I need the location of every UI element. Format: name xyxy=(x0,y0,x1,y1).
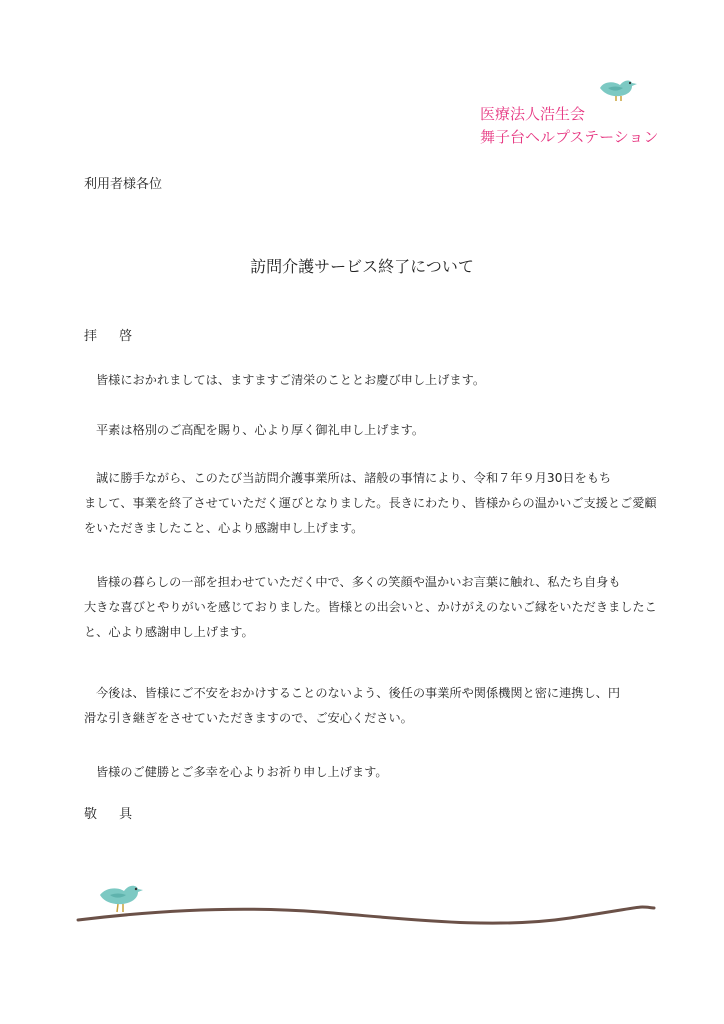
organization-name xyxy=(480,103,659,149)
paragraph-3 xyxy=(84,466,657,541)
closing-salutation: 敬 具 xyxy=(84,807,142,822)
organization-line-2: 舞子台ヘルプステーション xyxy=(480,128,659,146)
paragraph-line: 誠に勝手ながら、このたび当訪問介護事業所は、諸般の事情により、令和７年９月30日をもち xyxy=(96,471,612,485)
paragraph-line: 大きな喜びとやりがいを感じておりました。皆様との出会いと、かけがえのないご縁をいただきましたこ xyxy=(84,600,657,614)
recipient: 利用者様各位 xyxy=(84,177,163,192)
paragraph-line: 滑な引き継ぎをさせていただきますので、ご安心ください。 xyxy=(84,711,413,725)
opening-salutation: 拝 啓 xyxy=(84,329,142,344)
paragraph-2 xyxy=(84,418,644,443)
bird-on-branch-icon xyxy=(70,876,660,936)
paragraph-line: 皆様のご健勝とご多幸を心よりお祈り申し上げます。 xyxy=(96,765,388,779)
paragraph-4 xyxy=(84,570,657,645)
paragraph-line: 皆様の暮らしの一部を担わせていただく中で、多くの笑顔や温かいお言葉に触れ、私たち自身も xyxy=(96,575,621,589)
paragraph-1 xyxy=(84,368,644,393)
paragraph-line: 今後は、皆様にご不安をおかけすることのないよう、後任の事業所や関係機関と密に連携し、円 xyxy=(96,686,621,700)
bird-icon xyxy=(596,74,642,104)
paragraph-5 xyxy=(84,681,644,731)
organization-line-1: 医療法人浩生会 xyxy=(480,105,586,123)
paragraph-6 xyxy=(84,760,644,785)
paragraph-line: をいただきましたこと、心より感謝申し上げます。 xyxy=(84,521,364,535)
document-title: 訪問介護サービス終了について xyxy=(250,257,474,276)
paragraph-line: と、心より感謝申し上げます。 xyxy=(84,625,254,639)
paragraph-line: 平素は格別のご高配を賜り、心より厚く御礼申し上げます。 xyxy=(96,423,425,437)
paragraph-line: まして、事業を終了させていただく運びとなりました。長きにわたり、皆様からの温かいご支援とご愛顧 xyxy=(84,496,657,510)
paragraph-line: 皆様におかれましては、ますますご清栄のこととお慶び申し上げます。 xyxy=(96,373,486,387)
